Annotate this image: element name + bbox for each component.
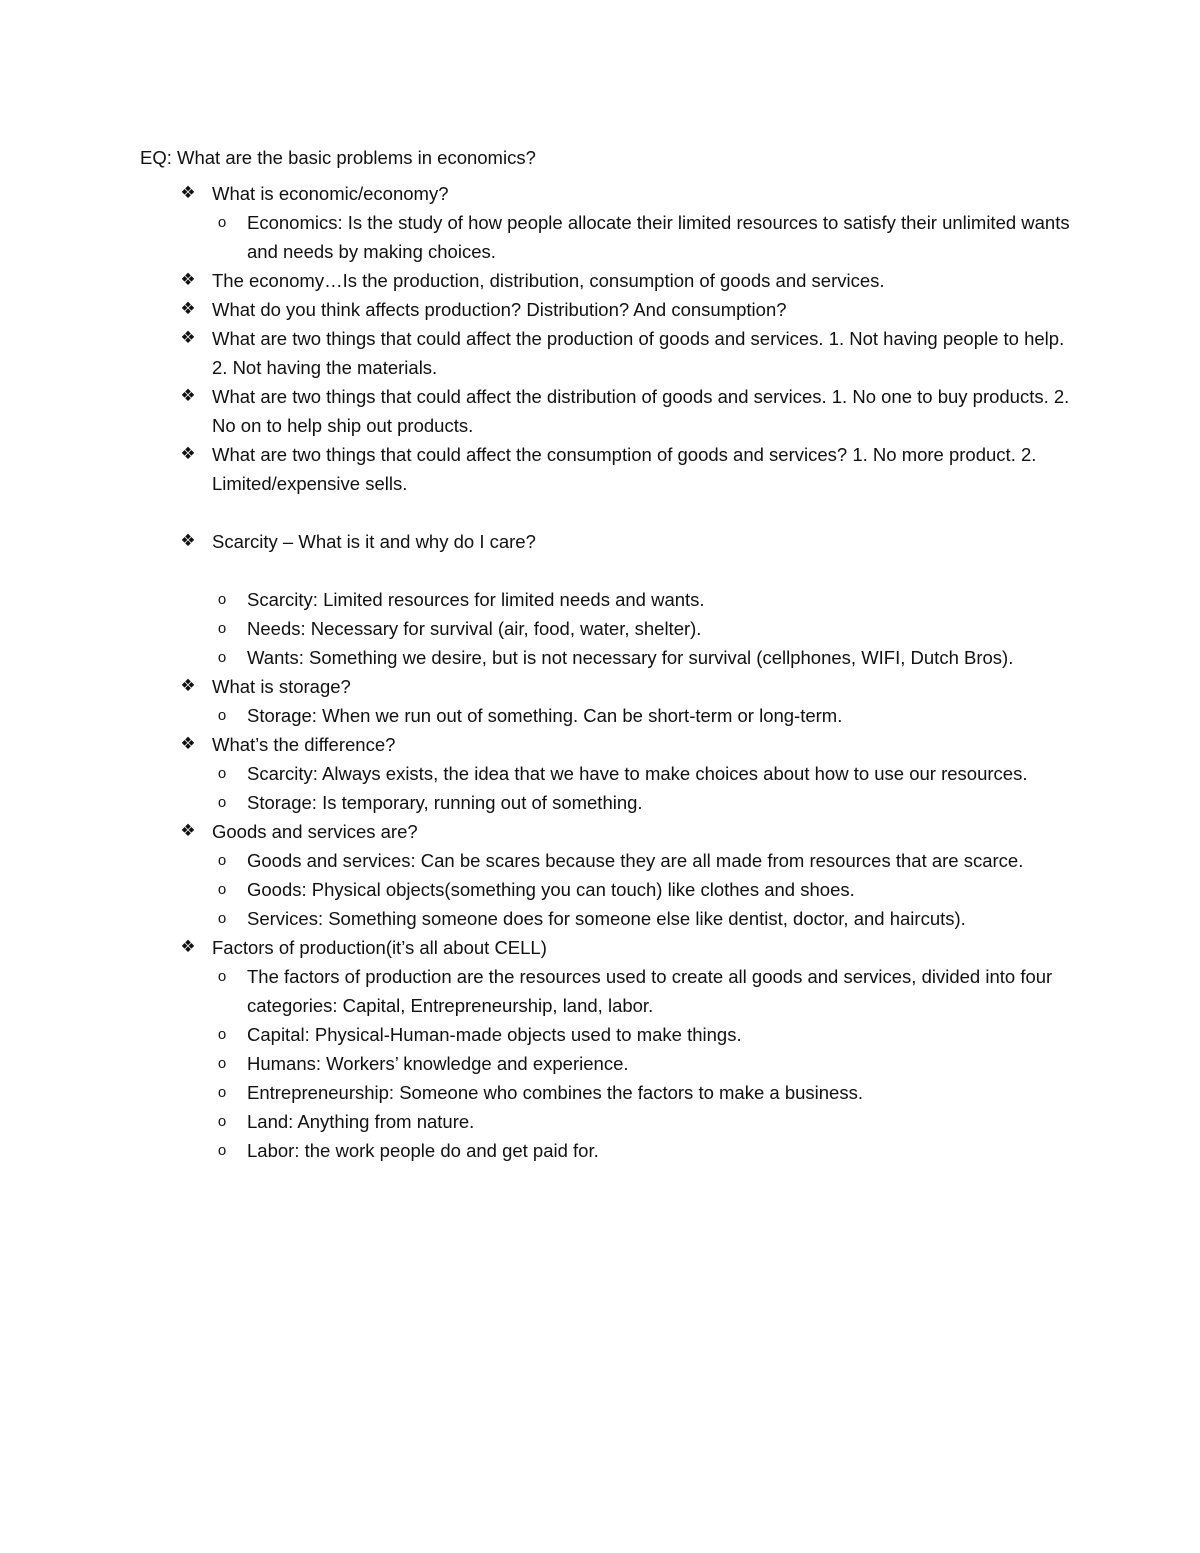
sub-list-item bbox=[212, 701, 1080, 730]
sub-list-item bbox=[212, 875, 1080, 904]
sub-list-item bbox=[212, 1078, 1080, 1107]
list-item-text: Goods and services are? bbox=[212, 821, 418, 842]
diamond-bullet-icon: ❖ bbox=[180, 386, 196, 406]
sub-list-item-text: Humans: Workers’ knowledge and experience. bbox=[247, 1053, 629, 1074]
list-item bbox=[140, 179, 1080, 266]
list-item bbox=[140, 933, 1080, 1165]
sub-list-item bbox=[212, 1107, 1080, 1136]
sub-list-item bbox=[212, 788, 1080, 817]
diamond-bullet-icon: ❖ bbox=[180, 183, 196, 203]
circle-bullet-icon: o bbox=[217, 620, 227, 637]
diamond-bullet-icon: ❖ bbox=[180, 531, 196, 551]
circle-bullet-icon: o bbox=[217, 1055, 227, 1072]
main-bullet-list bbox=[140, 179, 1080, 1165]
sub-list-item bbox=[212, 208, 1080, 266]
diamond-bullet-icon: ❖ bbox=[180, 937, 196, 957]
sub-list-item-text: Capital: Physical-Human-made objects used to make things. bbox=[247, 1024, 742, 1045]
sub-bullet-list bbox=[212, 208, 1080, 266]
list-item bbox=[140, 817, 1080, 933]
list-item-text: What is economic/economy? bbox=[212, 183, 449, 204]
essential-question: EQ: What are the basic problems in economics? bbox=[140, 147, 536, 168]
sub-list-item-text: Goods: Physical objects(something you can touch) like clothes and shoes. bbox=[247, 879, 855, 900]
sub-bullet-list bbox=[212, 962, 1080, 1165]
sub-list-item bbox=[212, 1020, 1080, 1049]
list-item-text: What are two things that could affect the distribution of goods and services. 1. No one to buy products. 2. No on to help ship out products. bbox=[212, 386, 1070, 436]
list-item bbox=[140, 266, 1080, 295]
circle-bullet-icon: o bbox=[217, 591, 227, 608]
sub-list-item-text: Entrepreneurship: Someone who combines the factors to make a business. bbox=[247, 1082, 863, 1103]
document-body bbox=[140, 143, 1080, 1165]
sub-list-item-text: Services: Something someone does for someone else like dentist, doctor, and haircuts). bbox=[247, 908, 966, 929]
sub-list-item-text: Needs: Necessary for survival (air, food, water, shelter). bbox=[247, 618, 702, 639]
list-item-text: What do you think affects production? Distribution? And consumption? bbox=[212, 299, 787, 320]
circle-bullet-icon: o bbox=[217, 852, 227, 869]
list-item bbox=[140, 527, 1080, 672]
sub-bullet-list bbox=[212, 701, 1080, 730]
circle-bullet-icon: o bbox=[217, 881, 227, 898]
circle-bullet-icon: o bbox=[217, 1142, 227, 1159]
diamond-bullet-icon: ❖ bbox=[180, 821, 196, 841]
diamond-bullet-icon: ❖ bbox=[180, 328, 196, 348]
circle-bullet-icon: o bbox=[217, 1113, 227, 1130]
list-item-text: The economy…Is the production, distribution, consumption of goods and services. bbox=[212, 270, 885, 291]
sub-list-item-text: Storage: Is temporary, running out of something. bbox=[247, 792, 643, 813]
sub-list-item-text: Storage: When we run out of something. Can be short-term or long-term. bbox=[247, 705, 843, 726]
diamond-bullet-icon: ❖ bbox=[180, 299, 196, 319]
sub-bullet-list bbox=[212, 585, 1080, 672]
sub-list-item-text: The factors of production are the resources used to create all goods and services, divided into four categories: Capital, Entrepreneurship, land, labor. bbox=[247, 966, 1053, 1016]
sub-list-item-text: Goods and services: Can be scares because they are all made from resources that are scarce. bbox=[247, 850, 1024, 871]
circle-bullet-icon: o bbox=[217, 1084, 227, 1101]
diamond-bullet-icon: ❖ bbox=[180, 270, 196, 290]
diamond-bullet-icon: ❖ bbox=[180, 444, 196, 464]
sub-bullet-list bbox=[212, 846, 1080, 933]
sub-list-item bbox=[212, 1136, 1080, 1165]
sub-list-item-text: Economics: Is the study of how people allocate their limited resources to satisfy their unlimited wants and needs by making choices. bbox=[247, 212, 1070, 262]
list-item-text: What are two things that could affect the consumption of goods and services? 1. No more product. 2. Limited/expensive sells. bbox=[212, 444, 1037, 494]
list-item bbox=[140, 730, 1080, 817]
list-item-text: What is storage? bbox=[212, 676, 351, 697]
circle-bullet-icon: o bbox=[217, 968, 227, 985]
circle-bullet-icon: o bbox=[217, 794, 227, 811]
circle-bullet-icon: o bbox=[217, 649, 227, 666]
list-item bbox=[140, 440, 1080, 498]
list-item bbox=[140, 324, 1080, 382]
circle-bullet-icon: o bbox=[217, 214, 227, 231]
sub-list-item bbox=[212, 1049, 1080, 1078]
sub-list-item-text: Scarcity: Always exists, the idea that we have to make choices about how to use our resources. bbox=[247, 763, 1028, 784]
sub-list-item bbox=[212, 846, 1080, 875]
list-item bbox=[140, 295, 1080, 324]
sub-list-item-text: Labor: the work people do and get paid for. bbox=[247, 1140, 599, 1161]
circle-bullet-icon: o bbox=[217, 1026, 227, 1043]
sub-list-item-text: Wants: Something we desire, but is not necessary for survival (cellphones, WIFI, Dutch Bros). bbox=[247, 647, 1014, 668]
sub-list-item-text: Land: Anything from nature. bbox=[247, 1111, 475, 1132]
sub-list-item bbox=[212, 614, 1080, 643]
sub-list-item bbox=[212, 643, 1080, 672]
list-item-text: Scarcity – What is it and why do I care? bbox=[212, 531, 536, 552]
list-item-text: Factors of production(it’s all about CELL) bbox=[212, 937, 547, 958]
circle-bullet-icon: o bbox=[217, 707, 227, 724]
circle-bullet-icon: o bbox=[217, 910, 227, 927]
list-item-text: What’s the difference? bbox=[212, 734, 396, 755]
list-item-text: What are two things that could affect the production of goods and services. 1. Not having people to help. 2. Not having the materials. bbox=[212, 328, 1065, 378]
list-item bbox=[140, 382, 1080, 440]
sub-list-item bbox=[212, 585, 1080, 614]
list-item bbox=[140, 672, 1080, 730]
diamond-bullet-icon: ❖ bbox=[180, 676, 196, 696]
circle-bullet-icon: o bbox=[217, 765, 227, 782]
sub-list-item bbox=[212, 962, 1080, 1020]
sub-list-item bbox=[212, 759, 1080, 788]
sub-bullet-list bbox=[212, 759, 1080, 817]
sub-list-item bbox=[212, 904, 1080, 933]
sub-list-item-text: Scarcity: Limited resources for limited needs and wants. bbox=[247, 589, 705, 610]
diamond-bullet-icon: ❖ bbox=[180, 734, 196, 754]
